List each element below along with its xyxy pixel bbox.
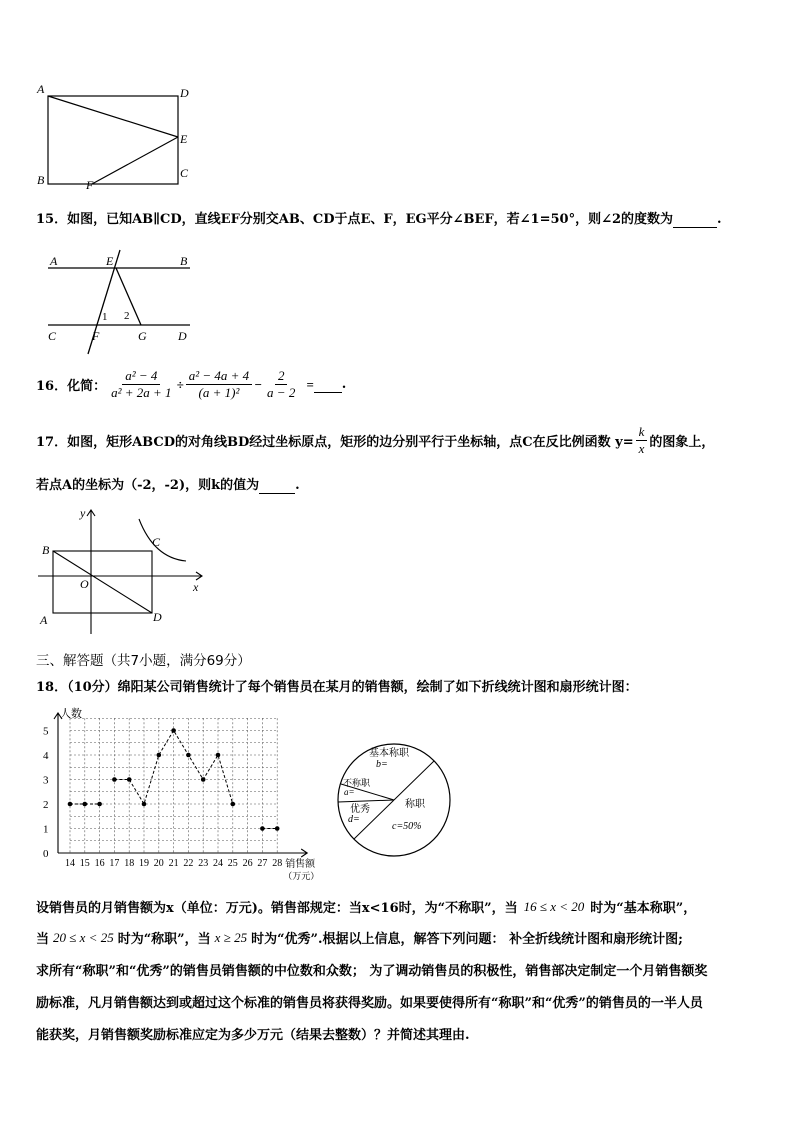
data-point (157, 753, 162, 758)
label-e: E (180, 132, 188, 146)
q18-paragraph-3: 求所有“称职”和“优秀”的销售员销售额的中位数和众数； 为了调动销售员的积极性，销售部决定制定一个月销售额奖 (36, 964, 708, 979)
data-point (97, 802, 102, 807)
question-16: 16． 化简： $\frac{\text{a² − 4}}{\text{a² + 2a + 1}}$ ÷ $\frac{\text{a² − 4a + 4}}{\text{(a + 1)²}}$ − $\frac{2}{a - 2}$ = . (36, 368, 347, 400)
label-e: E (106, 254, 114, 268)
x-tick-label: 27 (257, 858, 268, 869)
chart-ticks (43, 706, 319, 881)
data-point (216, 753, 221, 758)
pie-divider-1 (394, 761, 434, 800)
x-tick-label: 16 (94, 858, 105, 869)
label-d: D (178, 329, 187, 343)
line-chart (30, 705, 336, 883)
label-a: A (37, 82, 45, 96)
data-point (83, 802, 88, 807)
angle-2-label: 2 (124, 310, 130, 322)
data-point (231, 802, 236, 807)
fraction-1: $\frac{\text{a² − 4}}{\text{a² + 2a + 1}}$ (111, 368, 172, 400)
x-tick-label: 21 (168, 858, 179, 869)
x-axis-label: 销售额 (285, 859, 316, 870)
slice-value-b: b= (376, 759, 388, 770)
diagonal-bd (53, 551, 152, 613)
question-18-stem: 18．（10分）绵阳某公司销售统计了每个销售员在某月的销售额，绘制了如下折线统计图和扇形统计图： (36, 680, 638, 695)
angle-1-label: 1 (102, 311, 108, 323)
y-tick-label: 2 (43, 799, 49, 811)
label-d: D (180, 86, 189, 100)
answer-blank-15 (673, 212, 717, 228)
slice-label-unqualified: 不称职 (343, 778, 371, 788)
y-tick-label: 4 (43, 750, 49, 762)
x-tick-label: 22 (183, 858, 194, 869)
label-a: A (40, 613, 48, 627)
label-x: x (193, 580, 199, 594)
slice-value-c: c=50% (392, 821, 422, 832)
x-tick-label: 25 (227, 858, 238, 869)
fraction-2: $\frac{\text{a² − 4a + 4}}{\text{(a + 1)²}}$ (186, 368, 252, 401)
data-point (260, 826, 265, 831)
label-f: F (86, 178, 94, 192)
chart-axes (54, 713, 307, 857)
slice-value-d: d= (348, 814, 360, 825)
parallel-lines-figure-15 (44, 248, 204, 356)
slice-value-a: a= (344, 787, 355, 797)
data-point (201, 777, 206, 782)
x-axis-unit: （万元） (283, 871, 320, 881)
fraction-3: $\frac{2}{a - 2}$ (267, 368, 296, 400)
label-o: O (80, 577, 89, 591)
slice-label-qualified: 称职 (405, 799, 425, 810)
question-17-line-2: 若点A的坐标为（-2，-2)，则k的值为 . (36, 478, 300, 493)
y-tick-label: 5 (43, 725, 49, 738)
x-tick-label: 17 (109, 858, 120, 869)
x-tick-label: 19 (139, 858, 149, 869)
y-tick-label: 0 (43, 848, 49, 860)
y-tick-label: 3 (43, 774, 49, 787)
chart-grid (70, 718, 277, 853)
rectangle-abcd (48, 96, 178, 184)
hyperbola-branch (139, 519, 186, 561)
label-f: F (92, 329, 100, 343)
q18-paragraph-5: 能获奖，月销售额奖励标准应定为多少万元（结果去整数）？并简述其理由. (36, 1028, 470, 1043)
segment-fe (92, 137, 178, 184)
section-3-heading: 三、解答题（共7小题，满分69分） (36, 653, 251, 669)
x-tick-label: 20 (153, 858, 164, 869)
pie-divider-4 (338, 800, 394, 802)
y-axis-label: 人数 (60, 708, 82, 720)
y-tick-label: 1 (43, 823, 49, 836)
label-c: C (48, 329, 57, 343)
x-tick-label: 15 (79, 858, 90, 869)
x-tick-label: 14 (65, 858, 75, 869)
label-a: A (50, 254, 58, 268)
question-15: 15．如图，已知AB∥CD，直线EF分别交AB、CD于点E、F，EG平分∠BEF，若∠1=50°，则∠2的度数为 . (36, 212, 722, 227)
x-tick-label: 18 (124, 858, 135, 869)
x-tick-label: 28 (272, 858, 283, 869)
fraction-k-over-x: $\frac{k}{x}$ (636, 424, 648, 457)
data-point (275, 826, 280, 831)
label-y: y (80, 506, 86, 520)
slice-label-excellent: 优秀 (350, 804, 370, 815)
label-g: G (138, 329, 147, 343)
x-tick-label: 24 (213, 858, 223, 869)
x-tick-label: 23 (198, 858, 209, 869)
answer-blank-17 (259, 478, 295, 494)
label-b: B (42, 543, 50, 557)
label-c: C (152, 535, 161, 549)
slice-label-basic: 基本称职 (369, 748, 409, 759)
data-point (142, 802, 147, 807)
data-point (186, 753, 191, 758)
q18-paragraph-2: 当 20 ≤ x < 25 时为“称职”，当 x ≥ 25 时为“优秀”.根据以上信息，解答下列问题： 补全折线统计图和扇形统计图; (36, 929, 683, 947)
data-point (127, 777, 132, 782)
rectangle-figure-14 (34, 80, 204, 192)
data-point (171, 728, 176, 733)
coordinate-figure-17 (36, 506, 208, 640)
label-b: B (180, 254, 188, 268)
q18-paragraph-4: 励标准，凡月销售额达到或超过这个标准的销售员将获得奖励。如果要使得所有“称职”和“优秀”的销售员的一半人员 (36, 996, 703, 1011)
label-d: D (153, 610, 162, 624)
x-tick-label: 26 (242, 858, 253, 869)
question-17-line-1: 17． 如图，矩形ABCD的对角线BD经过坐标原点，矩形的边分别平行于坐标轴，点C在反比例函数 y= $\frac{k}{x}$ 的图象上， (36, 424, 715, 456)
q18-paragraph-1: 设销售员的月销售额为x（单位：万元)。销售部规定：当x<16时，为“不称职”，当 16 ≤ x < 20 时为“基本称职”， (36, 898, 697, 916)
label-c: C (180, 166, 189, 180)
segment-ae (48, 96, 178, 137)
pie-chart (330, 736, 460, 866)
data-point (68, 802, 73, 807)
data-point (112, 777, 117, 782)
answer-blank-16 (314, 377, 342, 393)
label-b: B (37, 173, 45, 187)
